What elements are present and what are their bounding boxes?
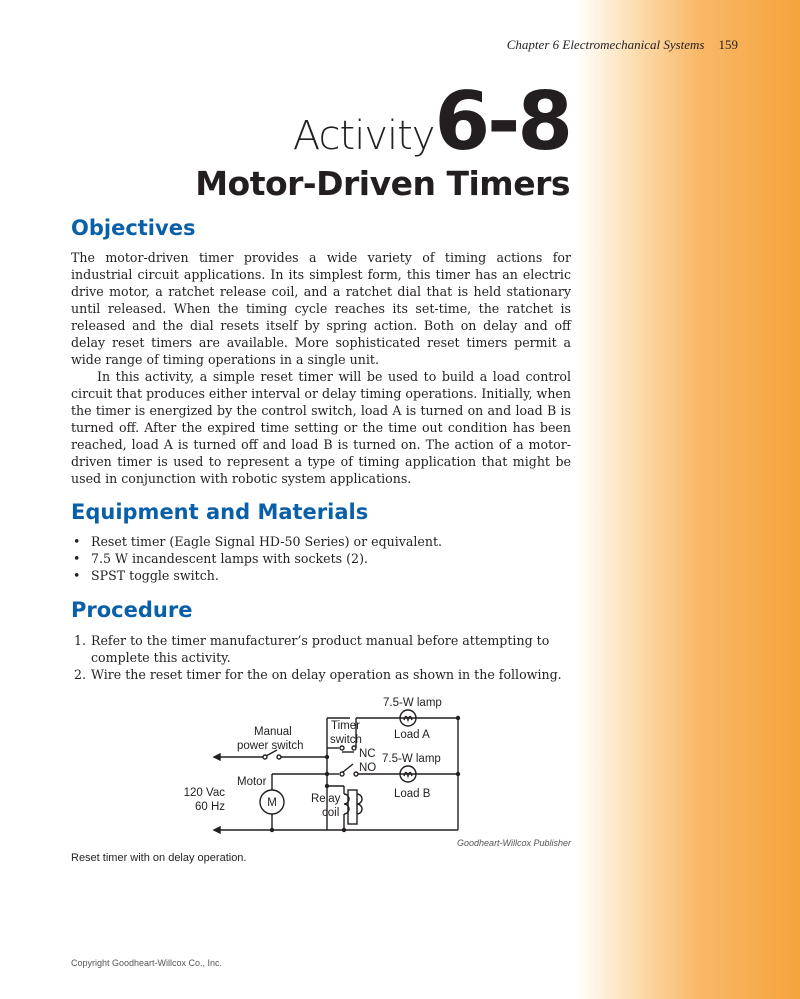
relay-coil-label: Relay <box>311 793 341 805</box>
procedure-step <box>71 666 571 683</box>
list-item: • 7.5 W incandescent lamps with sockets (2). <box>71 550 571 567</box>
chapter-title: Chapter 6 Electromechanical Systems <box>506 37 705 52</box>
step-number: 2. <box>74 667 87 682</box>
equipment-list <box>71 533 571 584</box>
timer-switch-label: Timer <box>331 720 360 732</box>
step-text: Wire the reset timer for the on delay operation as shown in the following. <box>91 667 562 682</box>
procedure-steps <box>71 632 571 683</box>
junction-dot <box>456 716 460 720</box>
figure-credit: Goodheart-Willcox Publisher <box>457 838 571 848</box>
terminal-arrow-bottom <box>214 827 220 833</box>
objectives-paragraph-1: The motor-driven timer provides a wide variety of timing actions for industrial circuit applications. In its simplest form, this timer has an electric drive motor, a ratchet release coil, and a ratchet dial that is held stationary until released. When the timing cycle reaches its set-time, the ratchet is released and the dial resets itself by spring action. Both on delay and off delay reset timers are available. More sophisticated reset timers permit a wide range of timing operations in a single unit. <box>71 250 571 367</box>
activity-title <box>292 68 570 168</box>
relay-coil-label-2: coil <box>322 807 340 819</box>
junction-dot <box>325 784 329 788</box>
motor-symbol-letter: M <box>267 797 277 809</box>
activity-word: Activity <box>292 113 435 159</box>
objectives-heading: Objectives <box>71 216 196 240</box>
lamp-b-filament <box>404 773 412 777</box>
junction-dot <box>270 828 274 832</box>
copyright-footer: Copyright Goodheart-Willcox Co., Inc. <box>71 958 223 968</box>
orange-sidebar-band <box>576 0 800 999</box>
list-item: • Reset timer (Eagle Signal HD-50 Series) or equivalent. <box>71 533 571 550</box>
no-contact-right <box>354 772 358 776</box>
manual-switch-label: Manual <box>254 726 292 738</box>
page-title: Motor-Driven Timers <box>195 164 570 203</box>
step-number: 1. <box>74 633 87 648</box>
nc-label: NC <box>359 748 376 760</box>
motor-label: Motor <box>237 776 267 788</box>
activity-number: 6-8 <box>434 75 570 168</box>
timer-switch-label-2: switch <box>330 734 362 746</box>
procedure-heading: Procedure <box>71 598 193 622</box>
lamp-a-filament <box>404 717 412 721</box>
running-head <box>507 37 738 53</box>
figure-caption: Reset timer with on delay operation. <box>71 852 247 864</box>
lamp-a-rating-label: 7.5-W lamp <box>383 697 442 709</box>
junction-dot <box>456 772 460 776</box>
nc-contact-left <box>340 746 344 750</box>
no-label: NO <box>359 762 377 774</box>
step-text: Refer to the timer manufacturer’s product manual before attempting to complete this activity. <box>91 633 550 665</box>
lamp-b-rating-label: 7.5-W lamp <box>382 753 441 765</box>
load-a-label: Load A <box>394 729 430 741</box>
terminal-arrow-top <box>214 754 220 760</box>
timer-wiring-diagram <box>170 690 470 838</box>
supply-frequency-label: 60 Hz <box>194 801 225 813</box>
relay-coil-winding-right <box>357 794 362 814</box>
no-blade <box>343 764 353 772</box>
junction-dot <box>325 772 329 776</box>
list-item: • SPST toggle switch. <box>71 567 571 584</box>
procedure-step <box>71 632 571 666</box>
equipment-heading: Equipment and Materials <box>71 500 369 524</box>
manual-switch-contact-right <box>277 755 281 759</box>
junction-dot <box>325 755 329 759</box>
manual-switch-label-2: power switch <box>237 740 304 752</box>
objectives-paragraph-2: In this activity, a simple reset timer will be used to build a load control circuit that produces either interval or delay timing operations. Initially, when the timer is energized by the control switch, load A is turned on and load B is turned off. After the expired time setting or the time out condition has been reached, load A is turned off and load B is turned on. The action of a motor-driven timer is used to represent a type of timing application that might be used in conjunction with robotic system applications. <box>71 369 571 486</box>
load-b-label: Load B <box>394 788 431 800</box>
no-contact-left <box>340 772 344 776</box>
supply-voltage-label: 120 Vac <box>183 787 225 799</box>
junction-dot <box>342 828 346 832</box>
page-number: 159 <box>718 37 738 52</box>
